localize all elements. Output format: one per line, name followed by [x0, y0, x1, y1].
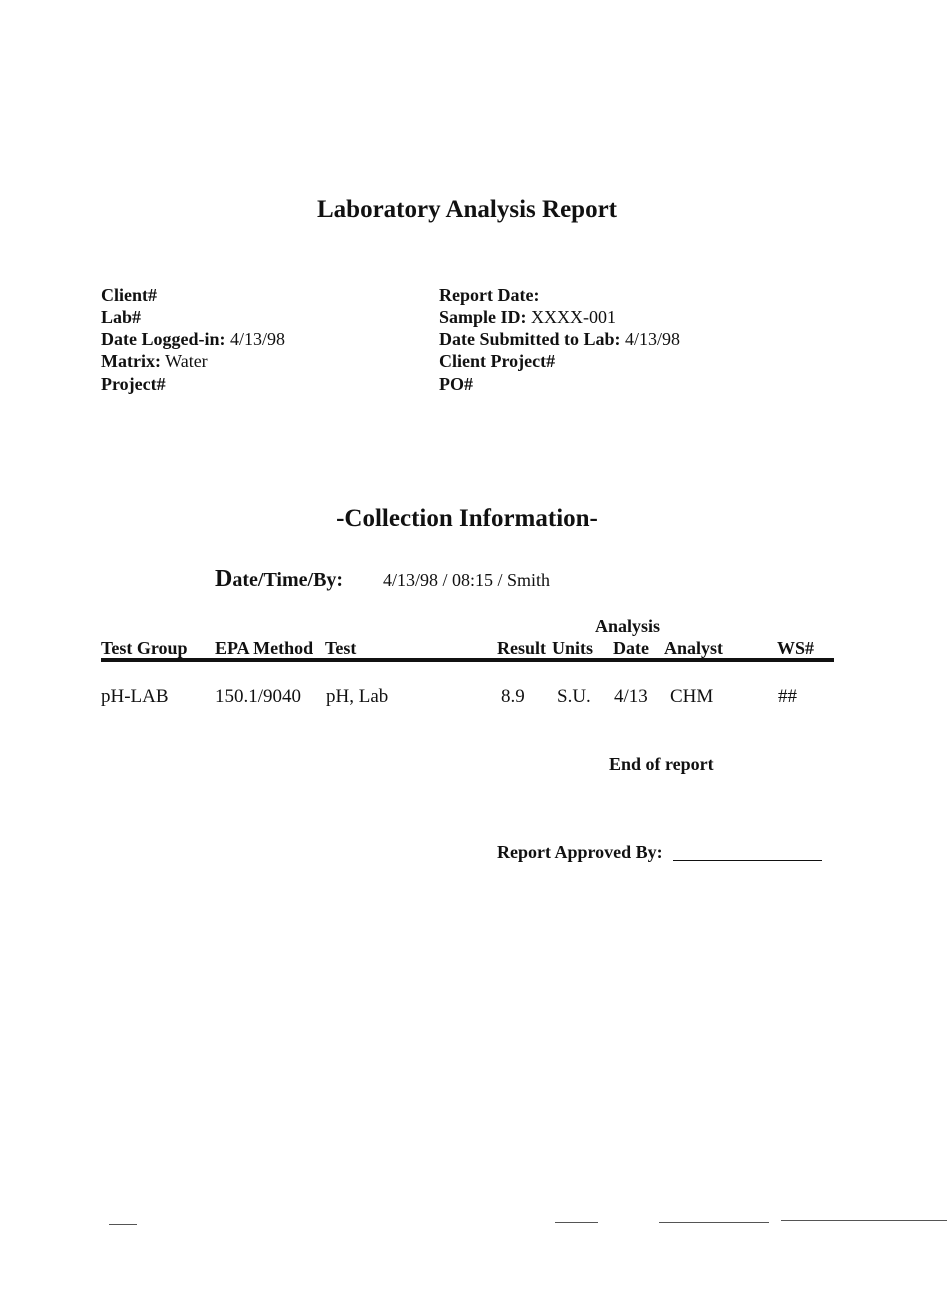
header-result: Result [497, 638, 546, 658]
date-time-by-label-rest: ate/Time/By: [232, 569, 344, 591]
date-submitted-value: 4/13/98 [625, 329, 681, 349]
header-ws-number: WS# [777, 638, 815, 658]
cell-units: S.U. [557, 686, 591, 707]
date-time-by-label [215, 566, 343, 593]
date-logged-value: 4/13/98 [230, 329, 286, 349]
client-project-label: Client Project# [439, 351, 556, 371]
sample-id-field [439, 306, 616, 328]
date-submitted-field [439, 328, 680, 350]
header-date: Date [613, 638, 649, 658]
report-title: Laboratory Analysis Report [317, 196, 617, 223]
cell-epa-method: 150.1/9040 [215, 686, 302, 707]
matrix-value: Water [165, 351, 208, 371]
cell-analyst: CHM [670, 686, 714, 707]
scan-artifact-mark [659, 1222, 769, 1223]
client-project-field [439, 350, 555, 372]
end-of-report: End of report [609, 754, 714, 774]
project-number-field [101, 373, 166, 395]
cell-date: 4/13 [614, 686, 648, 707]
lab-number-field [101, 306, 141, 328]
report-date-field [439, 284, 539, 306]
header-analyst: Analyst [664, 638, 724, 658]
header-test-group: Test Group [101, 638, 188, 658]
signature-line [673, 860, 822, 861]
date-logged-label: Date Logged-in: [101, 329, 226, 349]
header-test: Test [325, 638, 357, 658]
matrix-field [101, 350, 208, 372]
project-number-label: Project# [101, 374, 166, 394]
table-header-rule [101, 658, 834, 662]
date-submitted-label: Date Submitted to Lab: [439, 329, 621, 349]
scan-artifact-mark [109, 1224, 137, 1225]
collection-info-title: -Collection Information- [336, 505, 598, 532]
scan-artifact-mark [781, 1220, 947, 1221]
header-epa-method: EPA Method [215, 638, 314, 658]
client-number-label: Client# [101, 285, 157, 305]
client-number-field [101, 284, 157, 306]
cell-result: 8.9 [501, 686, 525, 707]
date-logged-field [101, 328, 285, 350]
po-number-field [439, 373, 473, 395]
cell-test: pH, Lab [326, 686, 389, 707]
date-time-by-label-initial: D [215, 566, 233, 592]
scan-artifact-mark [555, 1222, 598, 1223]
report-date-label: Report Date: [439, 285, 540, 305]
matrix-label: Matrix: [101, 351, 161, 371]
cell-test-group: pH-LAB [101, 686, 169, 707]
cell-ws-number: ## [778, 686, 797, 707]
lab-number-label: Lab# [101, 307, 142, 327]
sample-id-label: Sample ID: [439, 307, 527, 327]
report-approved-by-label: Report Approved By: [497, 842, 663, 862]
po-number-label: PO# [439, 374, 473, 394]
analysis-group-header: Analysis [595, 616, 661, 636]
sample-id-value: XXXX-001 [531, 307, 617, 327]
header-units: Units [552, 638, 594, 658]
date-time-by-value: 4/13/98 / 08:15 / Smith [383, 570, 551, 590]
